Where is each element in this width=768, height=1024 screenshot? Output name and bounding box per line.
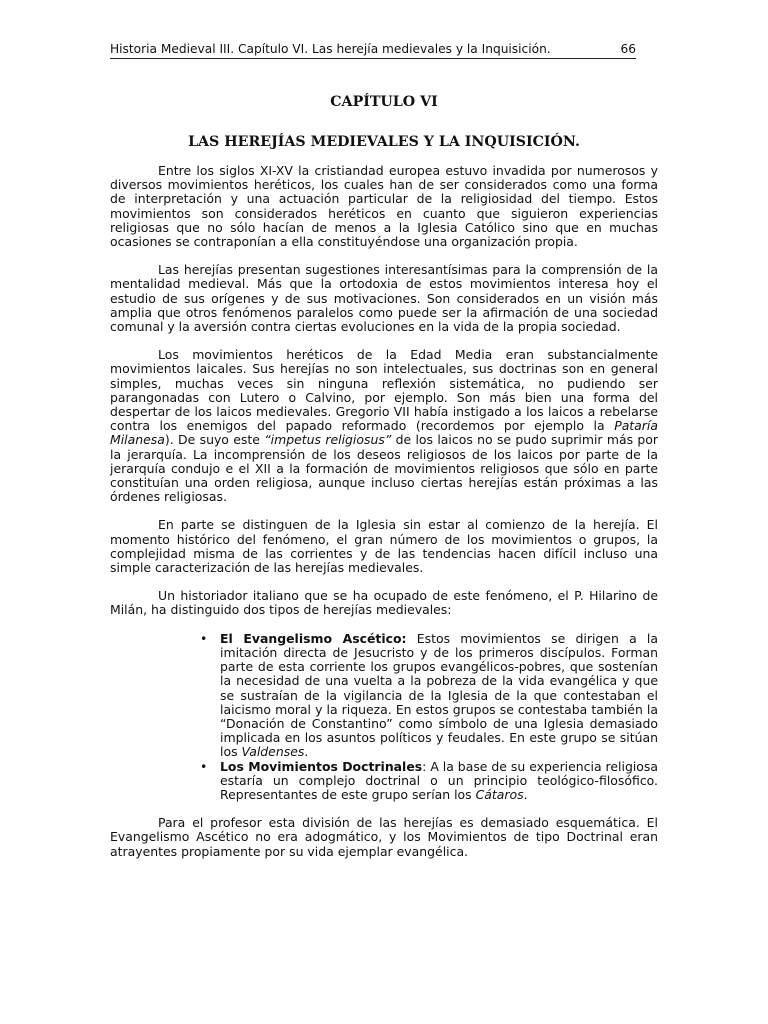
paragraph-1: Entre los siglos XI-XV la cristiandad europea estuvo invadida por numerosos y diversos movimientos heréticos, los cuales han de ser considerados como una forma de interpretación y una actuación particular de la religiosidad del tiempo. Estos movimientos son considerados heréticos en cuanto que siguieron experiencias religiosas que no sólo hacían de menos a la Iglesia Católico sino que en muchas ocasiones se contraponían a ella constituyéndose una organización propia.: [110, 163, 658, 250]
impetus-religiosus-italic: “impetus religiosus”: [264, 432, 392, 448]
list-item-1-term: El Evangelismo Ascético:: [220, 630, 407, 646]
body-text: [110, 164, 658, 873]
cataros-italic: Cátaros: [475, 786, 524, 802]
heresy-types-list: [110, 632, 658, 802]
list-item-2-end: .: [523, 786, 528, 802]
page-number: 66: [620, 42, 636, 56]
paragraph-3-text-b: ). De suyo este: [164, 432, 265, 448]
paragraph-3-text-a: Los movimientos heréticos de la Edad Media eran substancialmente movimientos laicales. Sus herejías no son intelectuales, sus doctrinas son en general simples, muchas veces sin ninguna reflexión sistemática, no pudiendo ser parangonadas con Lutero o Calvino, por ejemplo. Son más bien una forma del despertar de los laicos medievales. Gregorio VII había instigado a los laicos a rebelarse contra los enemigos del papado reformado (recordemos por ejemplo la: [110, 347, 658, 434]
paragraph-3-text-c: de los laicos no se pudo suprimir más por la jerarquía. La incomprensión de los deseos religiosos de los laicos por parte de la jerarquía condujo e el XII a la formación de movimientos religiosos que sólo en parte constituían una orden religiosa, aunque incluso ciertas herejías están próximas a las órdenes religiosas.: [110, 432, 658, 505]
list-item: [200, 758, 659, 803]
running-title: Historia Medieval III. Capítulo VI. Las herejía medievales y la Inquisición.: [110, 42, 551, 56]
valdenses-italic: Valdenses: [241, 744, 305, 760]
paragraph-5: Un historiador italiano que se ha ocupado de este fenómeno, el P. Hilarino de Milán, ha distinguido dos tipos de herejías medievales:: [110, 588, 658, 618]
list-item-1-text: Estos movimientos se dirigen a la imitación directa de Jesucristo y de los primeros discípulos. Forman parte de esta corriente los grupos evangélicos-pobres, que sostenían la necesidad de una vuelta a la pobreza de la vida evangélica y que se sustraían de la vigilancia de la Iglesia de la que contestaban el laicismo moral y la riqueza. En estos grupos se contestaba también la “Donación de Constantino” como símbolo de una Iglesia demasiado implicada en los asuntos políticos y feudales. En este grupo se sitúan los: [220, 630, 658, 760]
list-item-1-end: .: [304, 744, 309, 760]
paragraph-4: En parte se distinguen de la Iglesia sin estar al comienzo de la herejía. El momento histórico del fenómeno, el gran número de los movimientos o grupos, la complejidad misma de las corrientes y de las tendencias hacen difícil incluso una simple caracterización de las herejías medievales.: [110, 517, 658, 576]
paragraph-6: Para el profesor esta división de las herejías es demasiado esquemática. El Evangelismo Ascético no era adogmático, y los Movimientos de tipo Doctrinal eran atrayentes propiamente por su vida ejemplar evangélica.: [110, 815, 658, 859]
bullet-icon: •: [200, 630, 208, 646]
list-item-2-text: : A la base de su experiencia religiosa estaría un complejo doctrinal o un principio teológico-filosófico. Representantes de este grupo serían los: [220, 758, 659, 802]
paragraph-2: Las herejías presentan sugestiones interesantísimas para la comprensión de la mentalidad medieval. Más que la ortodoxia de estos movimientos interesa hoy el estudio de sus orígenes y de sus motivaciones. Son considerados en un visión más amplia que otros fenómenos paralelos como puede ser la afirmación de una sociedad comunal y la aversión contra ciertas evoluciones en la vida de la propia sociedad.: [110, 262, 658, 335]
chapter-label: CAPÍTULO VI: [330, 94, 438, 110]
paragraph-3: [110, 348, 658, 504]
pataria-milanesa-italic: Pataría Milanesa: [110, 418, 658, 448]
chapter-title: LAS HEREJÍAS MEDIEVALES Y LA INQUISICIÓN.: [188, 134, 580, 150]
list-item-2-term: Los Movimientos Doctrinales: [220, 758, 423, 774]
list-item: [200, 630, 658, 760]
bullet-icon: •: [200, 758, 208, 774]
running-header: [110, 41, 636, 59]
